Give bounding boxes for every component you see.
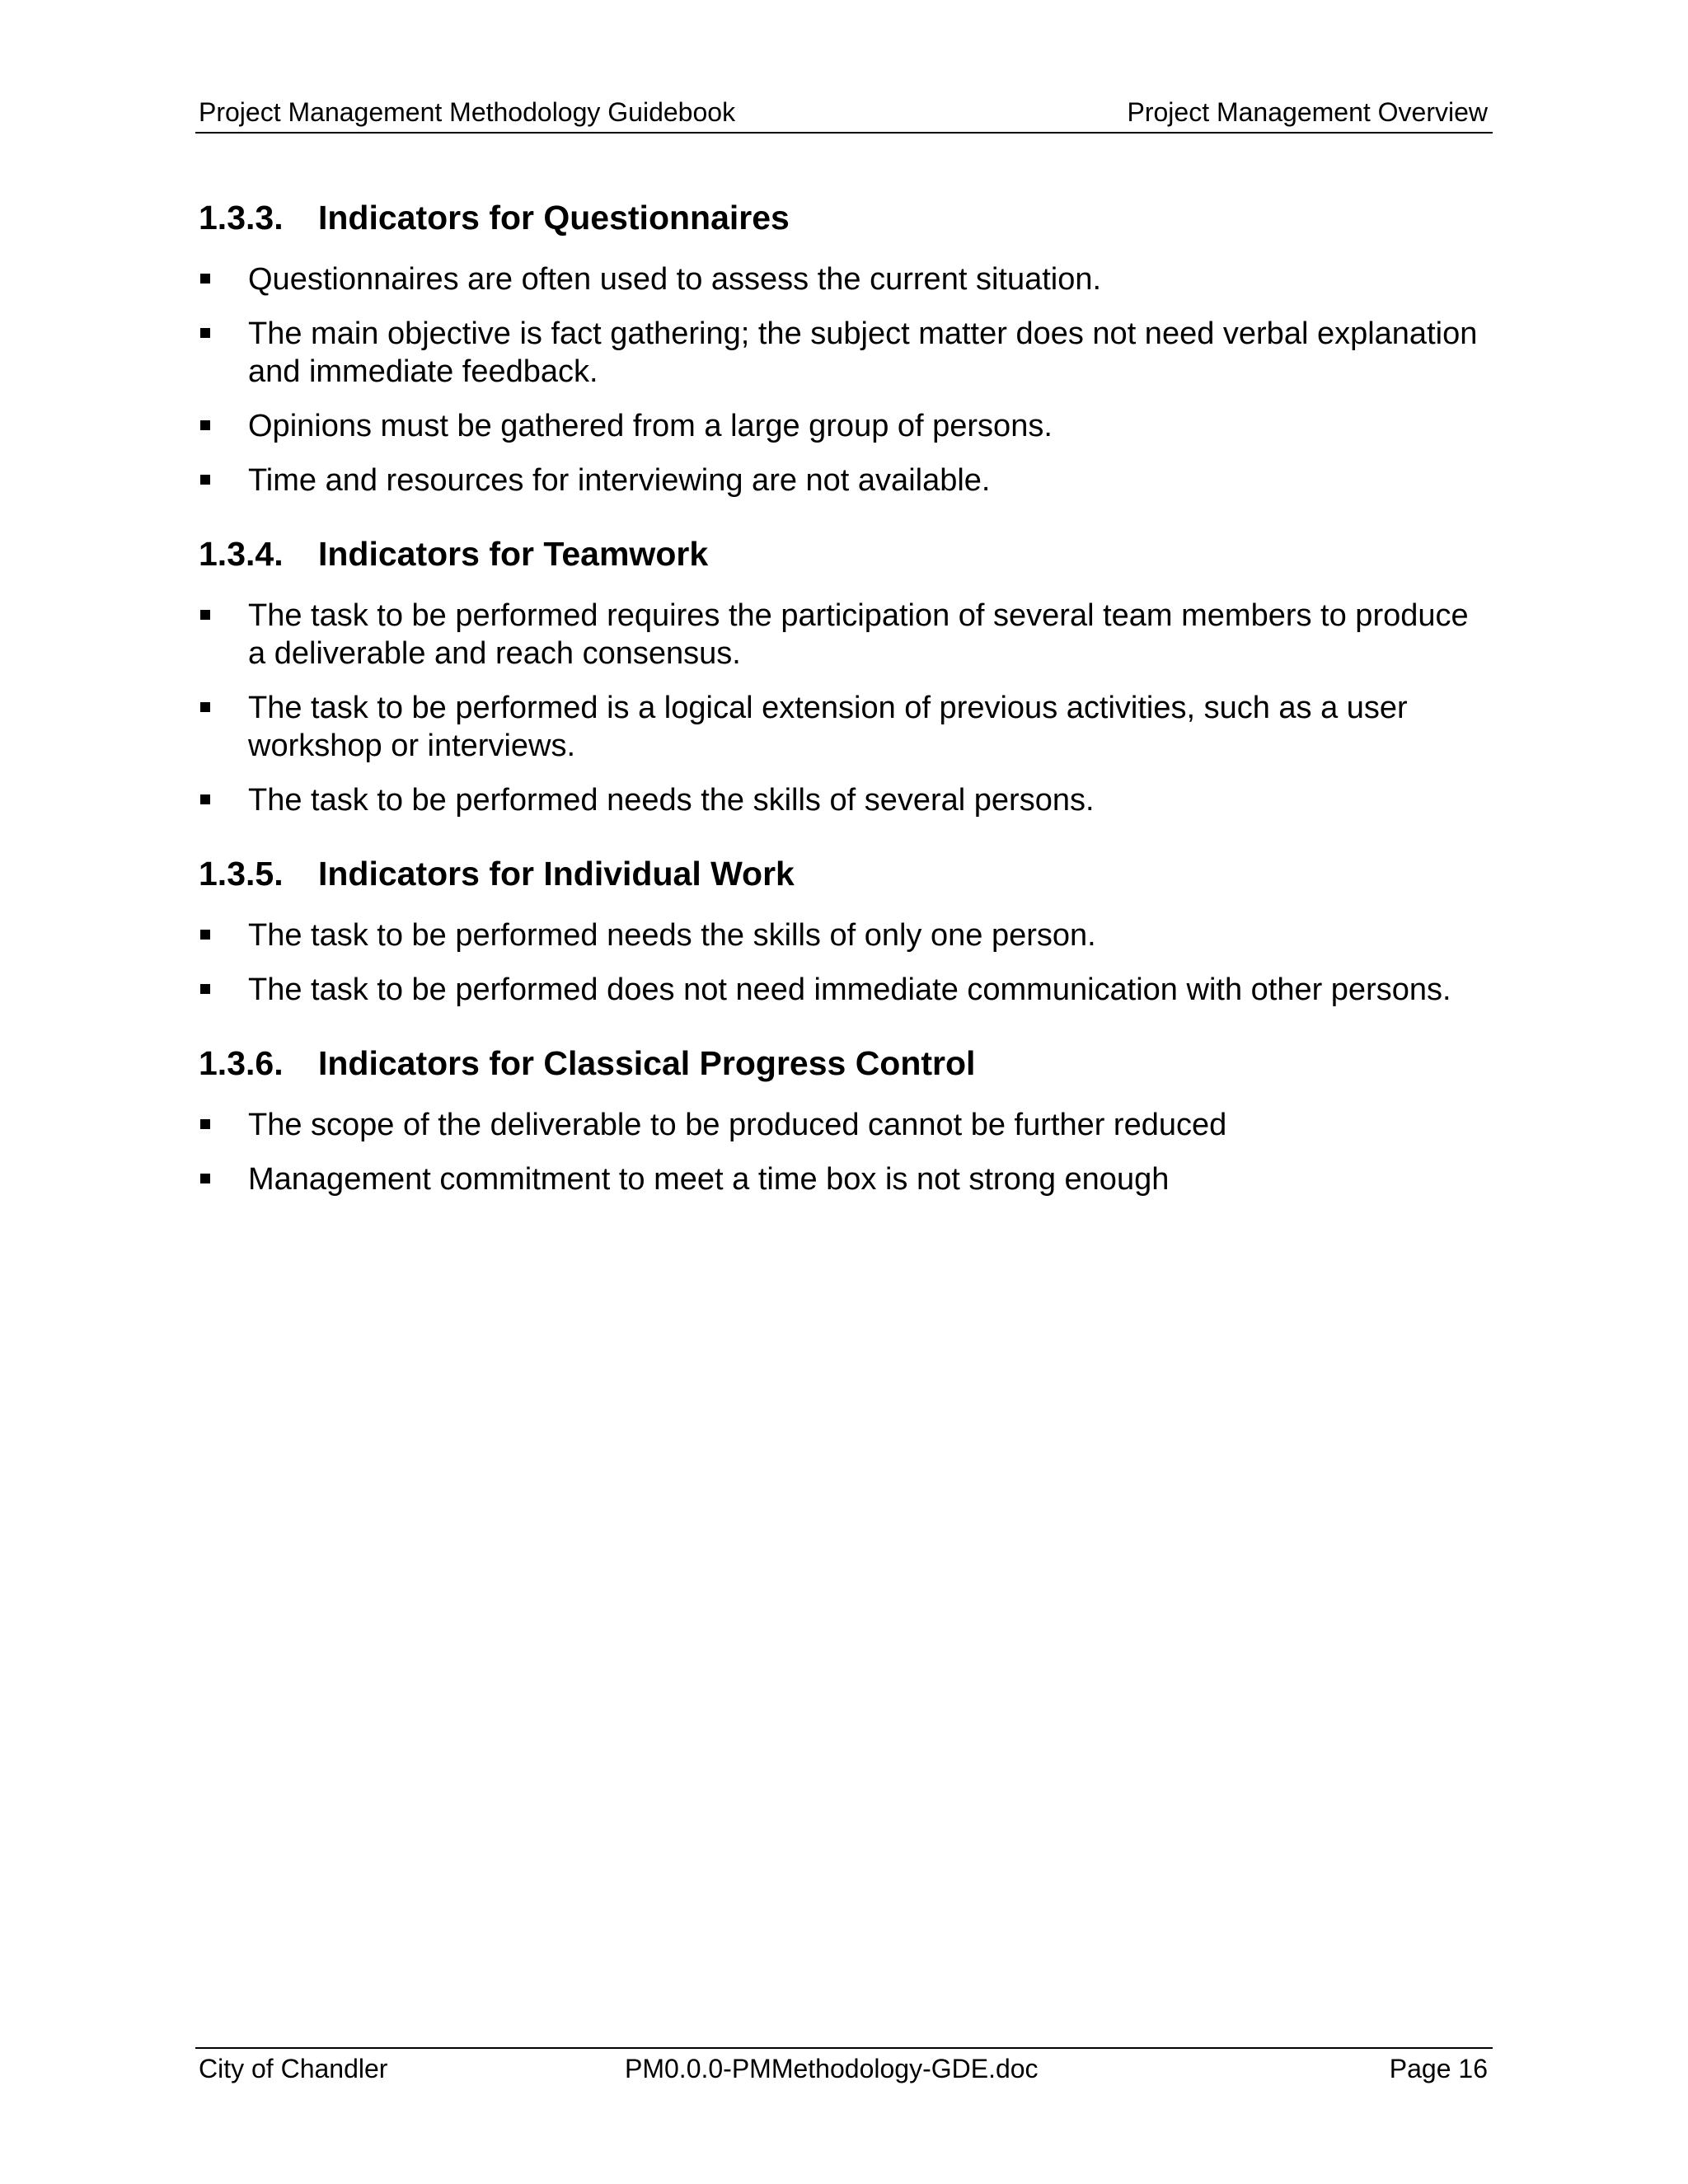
- section-individual-work: [199, 854, 1493, 1009]
- list-item-text: The task to be performed needs the skills of several persons.: [248, 783, 1095, 818]
- section-number: 1.3.4.: [199, 535, 284, 573]
- list-item-text: Management commitment to meet a time box is not strong enough: [248, 1162, 1170, 1197]
- section-number: 1.3.3.: [199, 199, 284, 237]
- square-bullet-icon: [200, 328, 210, 338]
- list-item: [199, 462, 1493, 499]
- list-item-text: The task to be performed needs the skills of only one person.: [248, 918, 1096, 953]
- footer-page-number: Page 16: [1389, 2054, 1488, 2083]
- square-bullet-icon: [200, 274, 210, 284]
- section-heading: [199, 534, 1493, 574]
- footer-filename: PM0.0.0-PMMethodology-GDE.doc: [625, 2054, 1039, 2083]
- section-title: Indicators for Questionnaires: [318, 199, 790, 237]
- list-item: [199, 407, 1493, 445]
- document-body: [199, 198, 1493, 1215]
- list-item-text: Questionnaires are often used to assess the current situation.: [248, 262, 1102, 297]
- header-document-title: Project Management Methodology Guidebook: [199, 97, 736, 127]
- bullet-list: [199, 260, 1493, 499]
- list-item: [199, 971, 1493, 1009]
- page-footer: [195, 2047, 1493, 2088]
- section-title: Indicators for Individual Work: [318, 855, 795, 893]
- section-number: 1.3.6.: [199, 1044, 284, 1082]
- list-item: [199, 315, 1493, 391]
- bullet-list: [199, 597, 1493, 819]
- section-teamwork: [199, 534, 1493, 819]
- list-item-text: The task to be performed does not need immediate communication with other persons.: [248, 972, 1451, 1007]
- square-bullet-icon: [200, 610, 210, 620]
- list-item-text: Opinions must be gathered from a large group of persons.: [248, 409, 1053, 443]
- section-questionnaires: [199, 198, 1493, 499]
- section-title: Indicators for Classical Progress Control: [318, 1044, 976, 1082]
- square-bullet-icon: [200, 984, 210, 994]
- section-heading: [199, 1043, 1493, 1083]
- list-item: [199, 916, 1493, 954]
- list-item: [199, 781, 1493, 819]
- list-item-text: The main objective is fact gathering; the subject matter does not need verbal explanation and immediate feedback.: [248, 316, 1478, 389]
- section-title: Indicators for Teamwork: [318, 535, 709, 573]
- footer-organization: City of Chandler: [199, 2054, 388, 2083]
- square-bullet-icon: [200, 475, 210, 485]
- bullet-list: [199, 916, 1493, 1009]
- list-item-text: The task to be performed requires the participation of several team members to produce a deliverable and reach consensus.: [248, 598, 1469, 671]
- list-item-text: The scope of the deliverable to be produced cannot be further reduced: [248, 1108, 1227, 1142]
- list-item-text: Time and resources for interviewing are not available.: [248, 463, 991, 498]
- section-heading: [199, 854, 1493, 893]
- section-heading: [199, 198, 1493, 237]
- header-chapter-title: Project Management Overview: [1127, 97, 1488, 127]
- square-bullet-icon: [200, 930, 210, 940]
- square-bullet-icon: [200, 420, 210, 430]
- square-bullet-icon: [200, 702, 210, 712]
- list-item: [199, 260, 1493, 298]
- bullet-list: [199, 1106, 1493, 1198]
- square-bullet-icon: [200, 1174, 210, 1183]
- list-item-text: The task to be performed is a logical extension of previous activities, such as a user workshop or interviews.: [248, 691, 1408, 763]
- list-item: [199, 597, 1493, 673]
- list-item: [199, 1160, 1493, 1198]
- section-number: 1.3.5.: [199, 855, 284, 893]
- square-bullet-icon: [200, 1119, 210, 1129]
- list-item: [199, 1106, 1493, 1144]
- section-classical-progress-control: [199, 1043, 1493, 1198]
- square-bullet-icon: [200, 794, 210, 804]
- page-header: [195, 97, 1493, 134]
- list-item: [199, 689, 1493, 765]
